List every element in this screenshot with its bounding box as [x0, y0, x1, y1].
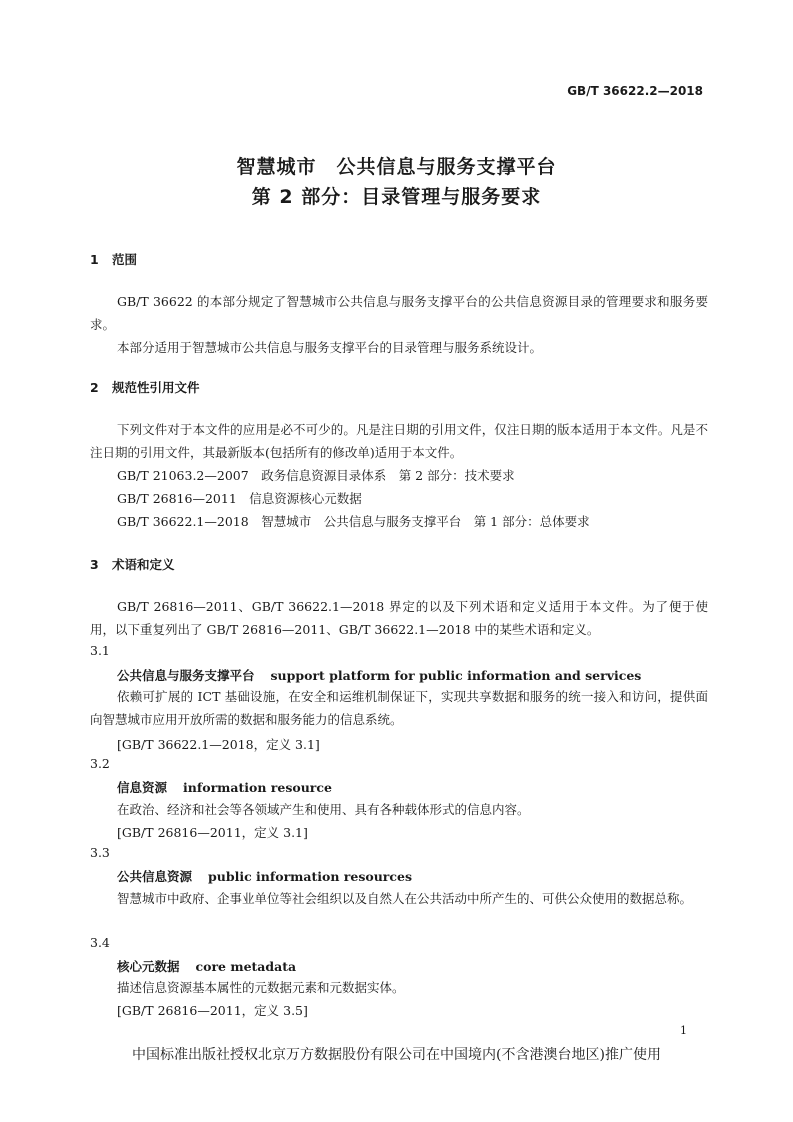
scope-paragraph-1	[90, 290, 708, 336]
section-number: 2	[90, 380, 99, 395]
term-heading	[117, 778, 332, 796]
term-heading	[117, 666, 641, 684]
term-definition: 在政治、经济和社会等各领域产生和使用、具有各种载体形式的信息内容。	[117, 802, 530, 817]
term-heading	[117, 957, 296, 975]
footer-notice: 中国标准出版社授权北京万方数据股份有限公司在中国境内(不含港澳台地区)推广使用	[132, 1047, 661, 1063]
reference-item: GB/T 36622.1—2018 智慧城市 公共信息与服务支撑平台 第 1 部分：总体要求	[117, 514, 590, 529]
section-2-heading	[90, 378, 200, 396]
term-heading	[117, 867, 412, 885]
title-line-1: 智慧城市 公共信息与服务支撑平台	[236, 156, 557, 178]
reference-item: GB/T 21063.2—2007 政务信息资源目录体系 第 2 部分：技术要求	[117, 468, 515, 483]
term-definition	[90, 685, 708, 731]
standard-number: GB/T 36622.2—2018	[567, 84, 703, 98]
term-chinese: 公共信息资源	[117, 869, 193, 884]
term-english: support platform for public information and services	[270, 668, 642, 683]
reference-item: GB/T 26816—2011 信息资源核心元数据	[117, 491, 362, 506]
section-title: 范围	[112, 252, 138, 267]
section-1-heading	[90, 250, 137, 268]
section-number: 1	[90, 252, 99, 267]
term-number: 3.4	[90, 935, 110, 950]
term-source: [GB/T 36622.1—2018，定义 3.1]	[117, 737, 320, 752]
term-english: core metadata	[195, 959, 297, 974]
references-intro	[90, 418, 708, 464]
term-source: [GB/T 26816—2011，定义 3.1]	[117, 825, 308, 840]
paragraph-text: 下列文件对于本文件的应用是必不可少的。凡是注日期的引用文件，仅注日期的版本适用于本文件。凡是不注日期的引用文件，其最新版本(包括所有的修改单)适用于本文件。	[90, 422, 708, 460]
term-english: information resource	[183, 780, 332, 795]
terms-intro	[90, 595, 708, 641]
section-title: 规范性引用文件	[112, 380, 200, 395]
term-definition: 描述信息资源基本属性的元数据元素和元数据实体。	[117, 980, 405, 995]
paragraph-text: GB/T 26816—2011、GB/T 36622.1—2018 界定的以及下列术语和定义适用于本文件。为了便于使用，以下重复列出了 GB/T 26816—2011、GB/T 36622.1—2018 中的某些术语和定义。	[90, 599, 708, 637]
section-3-heading	[90, 555, 175, 573]
paragraph-text: 智慧城市中政府、企事业单位等社会组织以及自然人在公共活动中所产生的、可供公众使用的数据总称。	[117, 891, 693, 906]
term-chinese: 公共信息与服务支撑平台	[117, 668, 255, 683]
section-number: 3	[90, 557, 99, 572]
term-number: 3.3	[90, 845, 110, 860]
section-title: 术语和定义	[112, 557, 175, 572]
term-number: 3.1	[90, 643, 110, 658]
term-chinese: 信息资源	[117, 780, 168, 795]
term-english: public information resources	[208, 869, 412, 884]
term-source: [GB/T 26816—2011，定义 3.5]	[117, 1003, 308, 1018]
title-line-2: 第 2 部分：目录管理与服务要求	[251, 186, 542, 208]
scope-paragraph-2: 本部分适用于智慧城市公共信息与服务支撑平台的目录管理与服务系统设计。	[117, 340, 543, 355]
paragraph-text: 依赖可扩展的 ICT 基础设施，在安全和运维机制保证下，实现共享数据和服务的统一接入和访问，提供面向智慧城市应用开放所需的数据和服务能力的信息系统。	[90, 689, 708, 727]
paragraph-text: GB/T 36622 的本部分规定了智慧城市公共信息与服务支撑平台的公共信息资源目录的管理要求和服务要求。	[90, 294, 708, 332]
term-definition	[90, 887, 708, 910]
term-number: 3.2	[90, 756, 110, 771]
term-chinese: 核心元数据	[117, 959, 180, 974]
page-number: 1	[680, 1024, 687, 1037]
